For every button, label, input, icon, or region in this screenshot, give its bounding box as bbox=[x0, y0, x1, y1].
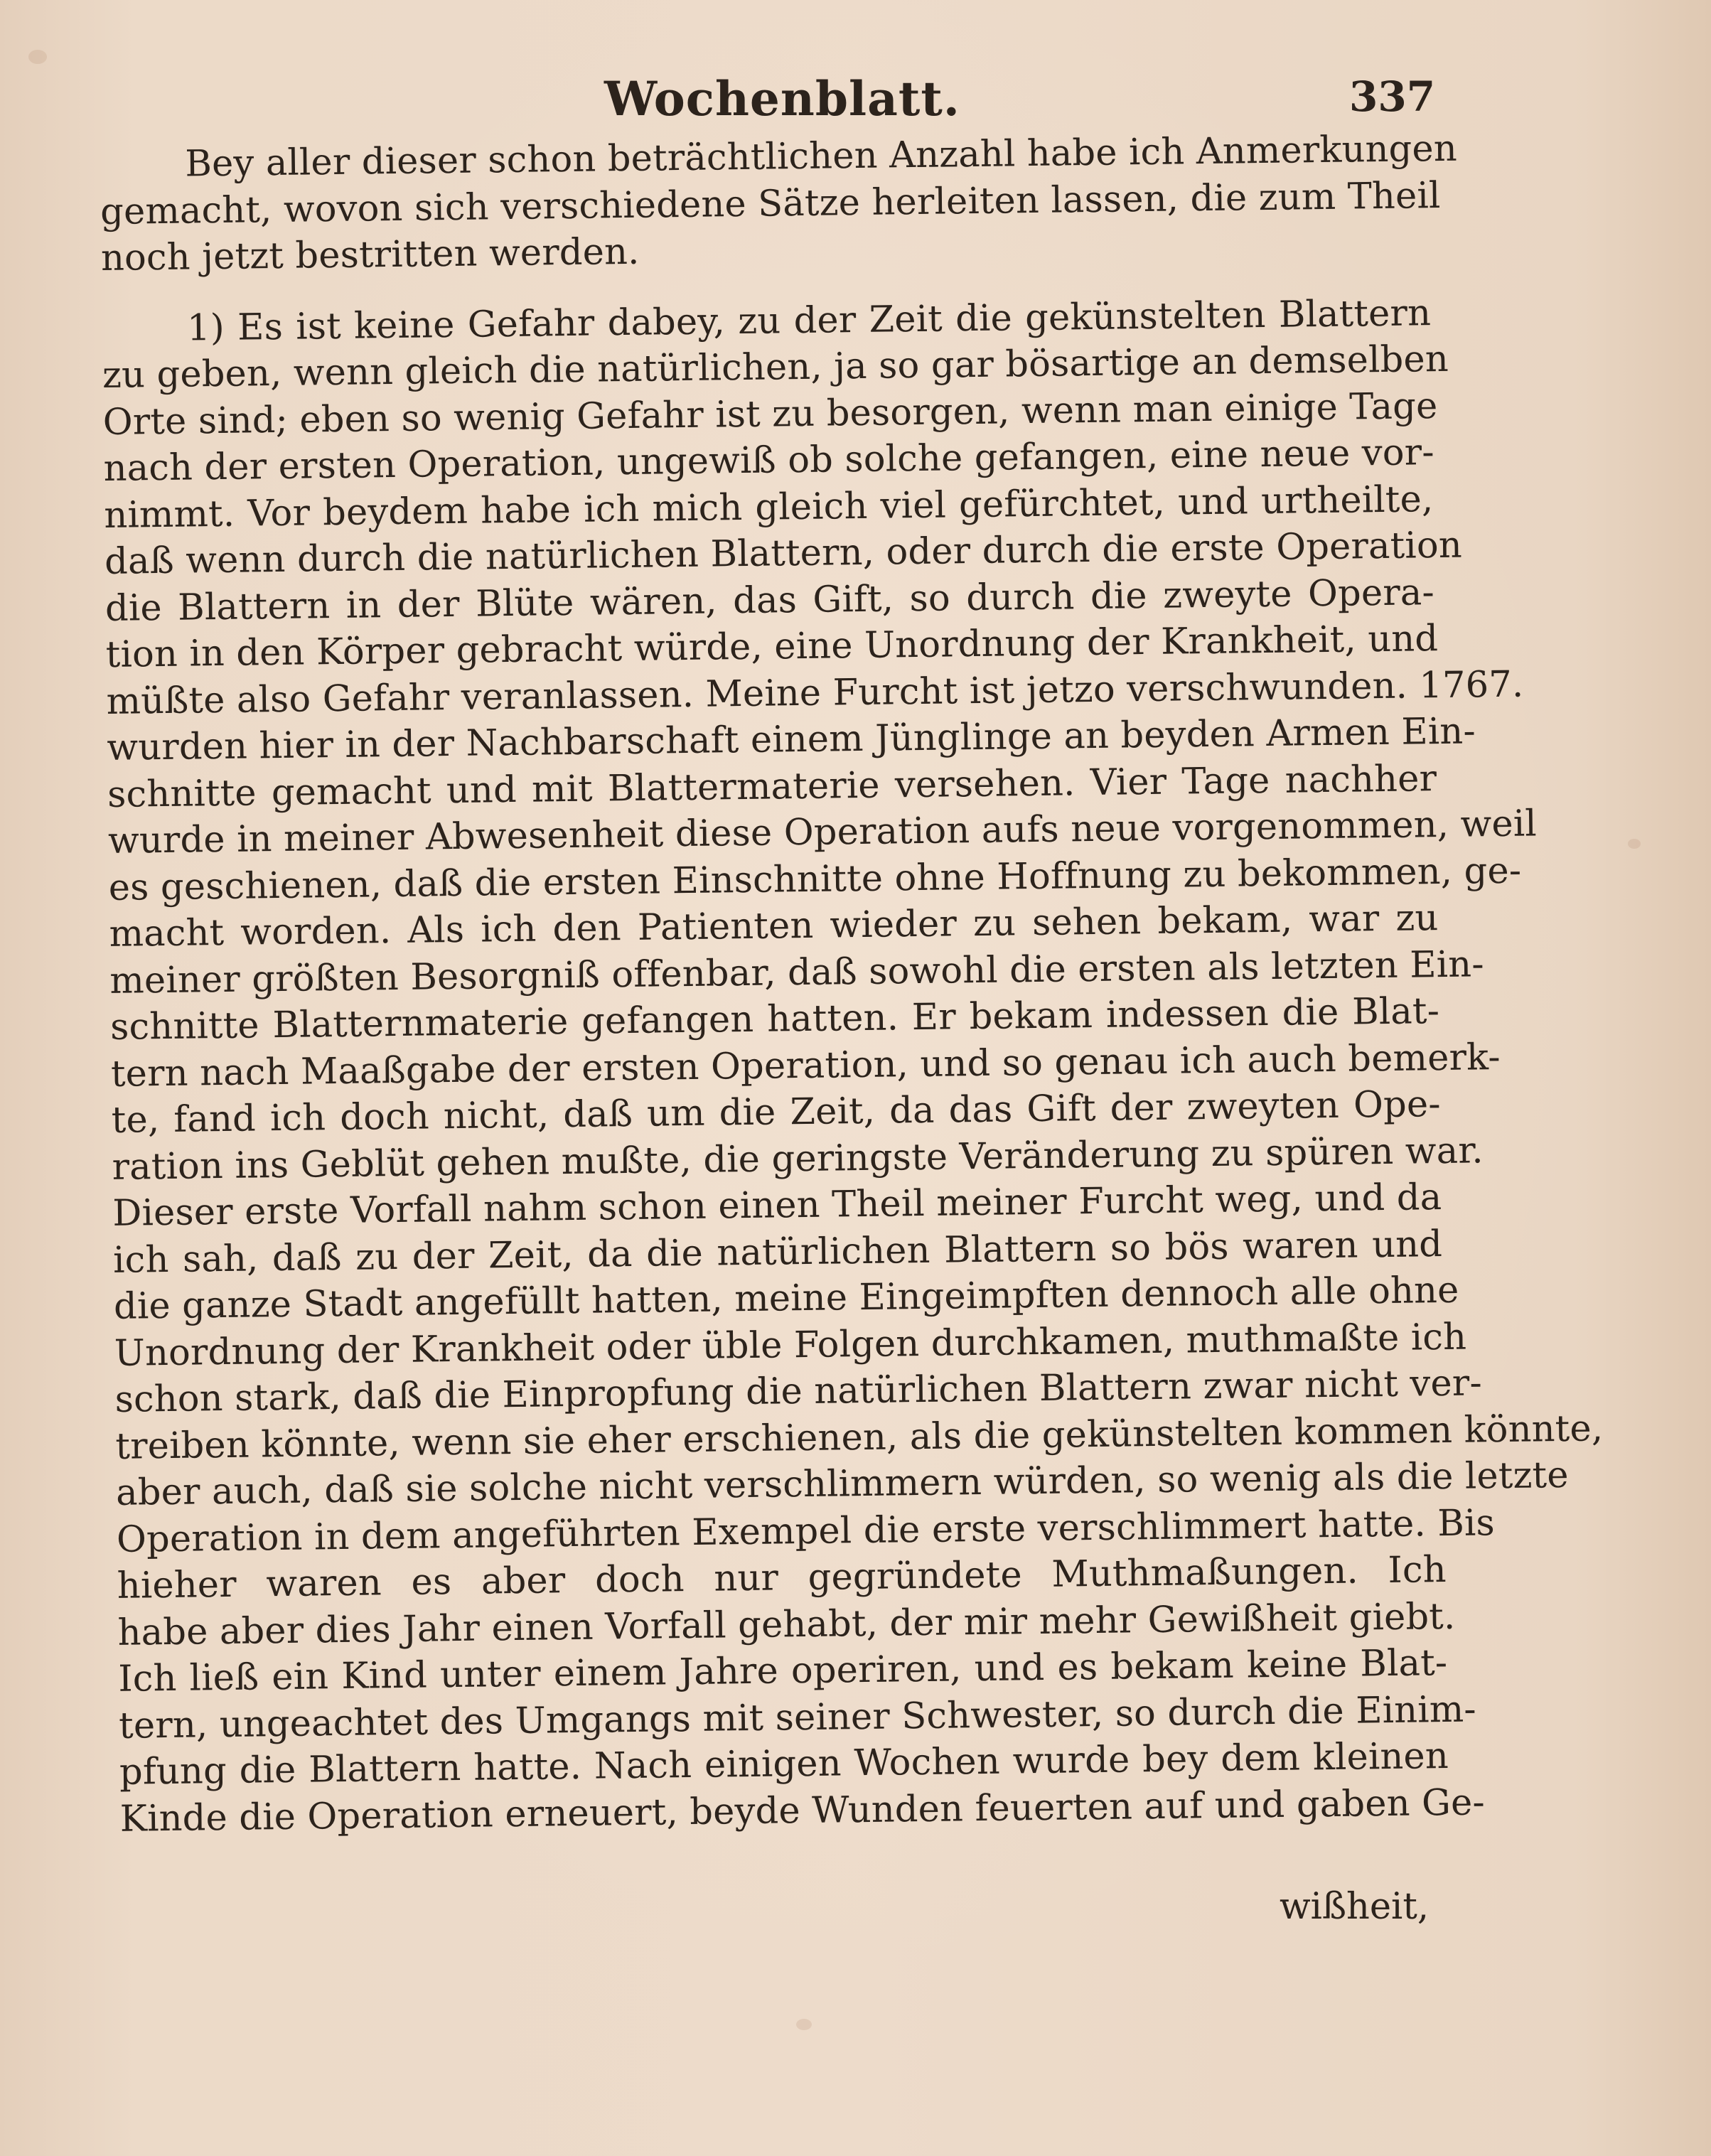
text-line: pfung die Blattern hatte. Nach einigen Wochen wurde bey dem kleinen bbox=[119, 1734, 1449, 1793]
paper-stain bbox=[28, 50, 47, 64]
text-line: ich sah, daß zu der Zeit, da die natürlichen Blattern so bös waren und bbox=[112, 1223, 1443, 1282]
text-line: es geschienen, daß die ersten Einschnitte ohne Hoffnung zu bekommen, ge- bbox=[108, 849, 1522, 909]
text-line: Orte sind; eben so wenig Gefahr ist zu besorgen, wenn man einige Tage bbox=[102, 385, 1438, 444]
text-line: ration ins Geblüt gehen mußte, die geringste Veränderung zu spüren war. bbox=[112, 1129, 1484, 1189]
text-line: Bey aller dieser schon beträchtlichen Anzahl habe ich Anmerkungen bbox=[185, 127, 1458, 186]
page-number: 337 bbox=[1349, 73, 1436, 121]
text-line: noch jetzt bestritten werden. bbox=[100, 230, 640, 279]
text-line: Unordnung der Krankheit oder üble Folgen durchkamen, muthmaßte ich bbox=[114, 1316, 1467, 1375]
text-line: daß wenn durch die natürlichen Blattern, oder durch die erste Operation bbox=[104, 524, 1463, 583]
running-title: Wochenblatt. bbox=[604, 71, 960, 127]
text-line: wurden hier in der Nachbarschaft einem Jünglinge an beyden Armen Ein- bbox=[107, 710, 1476, 769]
text-line: tern, ungeachtet des Umgangs mit seiner Schwester, so durch die Einim- bbox=[118, 1688, 1477, 1747]
text-line: wurde in meiner Abwesenheit diese Operation aufs neue vorgenommen, weil bbox=[107, 803, 1538, 862]
text-line: tion in den Körper gebracht würde, eine Unordnung der Krankheit, und bbox=[105, 618, 1439, 676]
text-line: nach der ersten Operation, ungewiß ob solche gefangen, eine neue vor- bbox=[103, 431, 1435, 490]
text-line: die ganze Stadt angefüllt hatten, meine Eingeimpften dennoch alle ohne bbox=[113, 1269, 1459, 1328]
body-text bbox=[100, 126, 1604, 1843]
text-line: te, fand ich doch nicht, daß um die Zeit, da das Gift der zweyten Ope- bbox=[111, 1083, 1442, 1142]
text-line: nimmt. Vor beydem habe ich mich gleich viel gefürchtet, und urtheilte, bbox=[104, 478, 1434, 537]
text-line: treiben könnte, wenn sie eher erschienen, als die gekünstelten kommen könnte, bbox=[115, 1407, 1604, 1468]
text-line: aber auch, daß sie solche nicht verschlimmern würden, so wenig als die letzte bbox=[115, 1454, 1570, 1514]
text-line: 1) Es ist keine Gefahr dabey, zu der Zeit die gekünstelten Blattern bbox=[186, 291, 1432, 350]
text-line: zu geben, wenn gleich die natürlichen, ja so gar bösartige an demselben bbox=[102, 338, 1449, 397]
text-line: gemacht, wovon sich verschiedene Sätze herleiten lassen, die zum Theil bbox=[100, 174, 1441, 233]
text-line: Kinde die Operation erneuert, beyde Wunden feuerten auf und gaben Ge- bbox=[119, 1781, 1486, 1840]
text-line: Operation in dem angeführten Exempel die erste verschlimmert hatte. Bis bbox=[116, 1501, 1496, 1561]
paper-stain bbox=[796, 2019, 812, 2030]
text-line: Dieser erste Vorfall nahm schon einen Theil meiner Furcht weg, und da bbox=[112, 1176, 1442, 1235]
text-line: die Blattern in der Blüte wären, das Gift, so durch die zweyte Opera- bbox=[104, 571, 1435, 630]
text-line: Ich ließ ein Kind unter einem Jahre operiren, und es bekam keine Blat- bbox=[118, 1641, 1448, 1700]
text-line: schnitte gemacht und mit Blattermaterie versehen. Vier Tage nachher bbox=[107, 757, 1437, 816]
text-line: schon stark, daß die Einpropfung die natürlichen Blattern zwar nicht ver- bbox=[114, 1362, 1483, 1421]
catchword: wißheit, bbox=[1280, 1886, 1430, 1928]
text-line: hieher waren es aber doch nur gegründete Muthmaßungen. Ich bbox=[117, 1549, 1447, 1607]
text-line: tern nach Maaßgabe der ersten Operation, und so genau ich auch bemerk- bbox=[110, 1036, 1501, 1095]
text-line: macht worden. Als ich den Patienten wieder zu sehen bekam, war zu bbox=[109, 897, 1439, 955]
text-line: meiner größten Besorgniß offenbar, daß sowohl die ersten als letzten Ein- bbox=[109, 943, 1485, 1002]
text-line: müßte also Gefahr veranlassen. Meine Furcht ist jetzo verschwunden. 1767. bbox=[106, 663, 1524, 723]
text-line: habe aber dies Jahr einen Vorfall gehabt, der mir mehr Gewißheit giebt. bbox=[117, 1595, 1456, 1654]
text-line: schnitte Blatternmaterie gefangen hatten. Er bekam indessen die Blat- bbox=[109, 990, 1440, 1048]
paper-stain bbox=[1628, 839, 1641, 849]
